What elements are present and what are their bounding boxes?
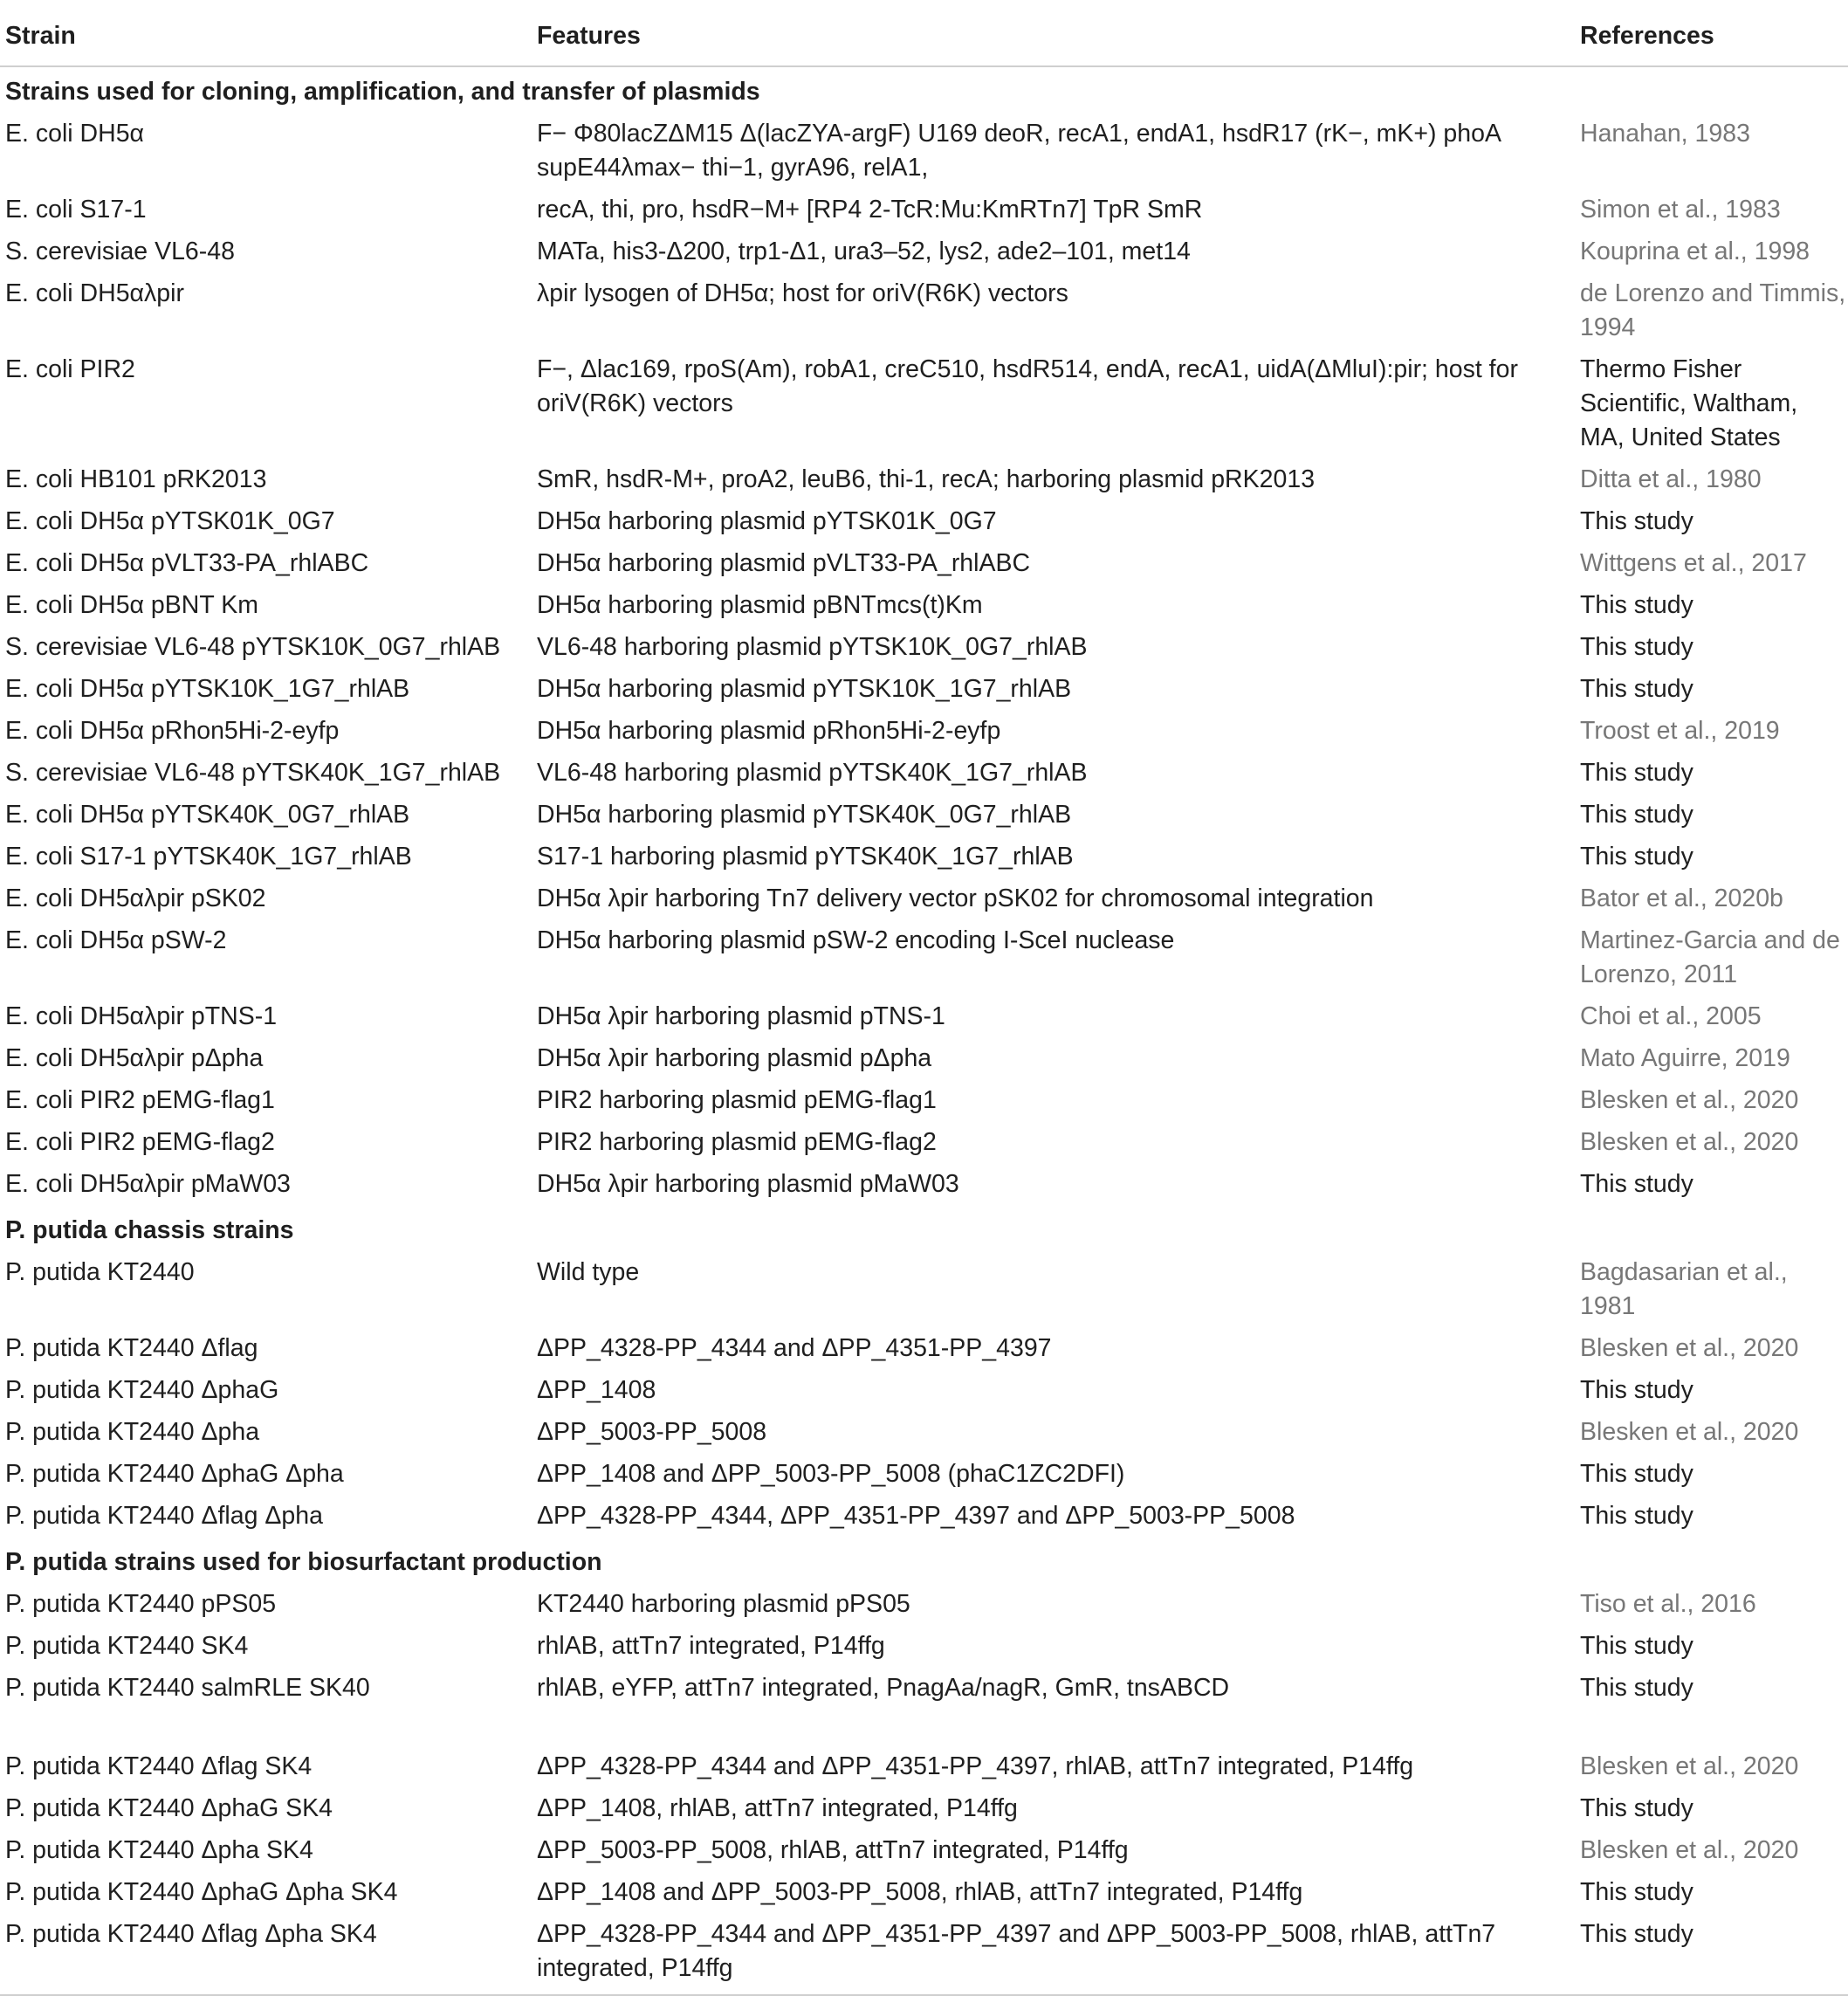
strain-cell: P. putida KT2440 Δpha SK4 xyxy=(5,1836,313,1864)
strain-cell: E. coli PIR2 pEMG-flag2 xyxy=(5,1128,275,1156)
table-row xyxy=(0,189,1848,231)
table-row xyxy=(0,627,1848,669)
strain-cell: P. putida KT2440 Δpha xyxy=(5,1418,260,1446)
features-cell: ΔPP_1408 and ΔPP_5003-PP_5008 (phaC1ZC2DFI) xyxy=(537,1460,1125,1488)
table-row xyxy=(0,459,1848,501)
reference-cell: Bator et al., 2020b xyxy=(1580,884,1783,912)
features-cell: ΔPP_5003-PP_5008 xyxy=(537,1418,767,1446)
reference-cell: This study xyxy=(1580,843,1693,871)
strain-cell: E. coli DH5αλpir pTNS-1 xyxy=(5,1002,278,1030)
strain-cell: P. putida KT2440 pPS05 xyxy=(5,1590,277,1618)
strain-cell: P. putida KT2440 ΔphaG Δpha xyxy=(5,1460,344,1488)
strain-cell: P. putida KT2440 xyxy=(5,1258,195,1286)
reference-cell: This study xyxy=(1580,591,1693,619)
features-cell: DH5α harboring plasmid pYTSK01K_0G7 xyxy=(537,507,997,535)
features-cell: S17-1 harboring plasmid pYTSK40K_1G7_rhlAB xyxy=(537,843,1074,871)
table-row xyxy=(0,1454,1848,1496)
reference-cell: Ditta et al., 1980 xyxy=(1580,465,1762,493)
strain-cell: P. putida KT2440 Δflag Δpha xyxy=(5,1502,323,1530)
reference-cell: Wittgens et al., 2017 xyxy=(1580,549,1807,577)
spacer-row xyxy=(0,1710,1848,1746)
header-references: References xyxy=(1580,9,1848,66)
table-row xyxy=(0,1872,1848,1914)
reference-cell: Tiso et al., 2016 xyxy=(1580,1590,1756,1618)
section-title: P. putida strains used for biosurfactant production xyxy=(5,1548,602,1576)
features-cell: DH5α harboring plasmid pSW-2 encoding I-SceI nuclease xyxy=(537,926,1175,954)
strain-cell: E. coli DH5α pRhon5Hi-2-eyfp xyxy=(5,717,340,745)
strain-cell: P. putida KT2440 Δflag SK4 xyxy=(5,1752,313,1780)
features-cell: DH5α harboring plasmid pRhon5Hi-2-eyfp xyxy=(537,717,1001,745)
table-row xyxy=(0,114,1848,189)
strain-cell: P. putida KT2440 salmRLE SK40 xyxy=(5,1674,370,1702)
strain-cell: E. coli DH5α pYTSK01K_0G7 xyxy=(5,507,335,535)
reference-cell: This study xyxy=(1580,1632,1693,1660)
strain-cell: S. cerevisiae VL6-48 pYTSK10K_0G7_rhlAB xyxy=(5,633,501,661)
strain-cell: P. putida KT2440 ΔphaG Δpha SK4 xyxy=(5,1878,398,1906)
table-row xyxy=(0,1370,1848,1412)
table-row xyxy=(0,349,1848,459)
header-row xyxy=(0,9,1848,66)
strain-cell: E. coli DH5α pYTSK40K_0G7_rhlAB xyxy=(5,801,410,829)
reference-cell: This study xyxy=(1580,1914,1848,1995)
strain-cell: E. coli S17-1 pYTSK40K_1G7_rhlAB xyxy=(5,843,412,871)
header-features: Features xyxy=(537,9,1580,66)
strain-cell: E. coli PIR2 pEMG-flag1 xyxy=(5,1086,275,1114)
features-cell: DH5α harboring plasmid pYTSK40K_0G7_rhlAB xyxy=(537,801,1072,829)
table-row xyxy=(0,711,1848,753)
strain-cell: S. cerevisiae VL6-48 pYTSK40K_1G7_rhlAB xyxy=(5,759,501,787)
strain-cell: E. coli DH5α xyxy=(5,120,145,148)
reference-cell: This study xyxy=(1580,759,1693,787)
reference-cell: This study xyxy=(1580,1376,1693,1404)
table-body xyxy=(0,66,1848,1995)
features-cell: DH5α harboring plasmid pYTSK10K_1G7_rhlAB xyxy=(537,675,1072,703)
table-row xyxy=(0,795,1848,836)
table-row xyxy=(0,585,1848,627)
features-cell: ΔPP_5003-PP_5008, rhlAB, attTn7 integrated, P14ffg xyxy=(537,1836,1129,1864)
table-row xyxy=(0,753,1848,795)
features-cell: VL6-48 harboring plasmid pYTSK10K_0G7_rhlAB xyxy=(537,633,1088,661)
spacer-cell xyxy=(0,1710,1848,1746)
reference-cell: Kouprina et al., 1998 xyxy=(1580,237,1810,265)
reference-cell: This study xyxy=(1580,1502,1693,1530)
features-cell: PIR2 harboring plasmid pEMG-flag2 xyxy=(537,1128,937,1156)
features-cell: SmR, hsdR-M+, proA2, leuB6, thi-1, recA; harboring plasmid pRK2013 xyxy=(537,465,1316,493)
table-row xyxy=(0,1584,1848,1626)
table-row xyxy=(0,1122,1848,1164)
table-row xyxy=(0,1038,1848,1080)
features-cell: VL6-48 harboring plasmid pYTSK40K_1G7_rhlAB xyxy=(537,759,1088,787)
table-row xyxy=(0,669,1848,711)
reference-cell: Blesken et al., 2020 xyxy=(1580,1334,1799,1362)
features-cell: ΔPP_4328-PP_4344 and ΔPP_4351-PP_4397 xyxy=(537,1334,1052,1362)
strain-cell: E. coli S17-1 xyxy=(5,196,147,224)
reference-cell: Martinez-Garcia and de Lorenzo, 2011 xyxy=(1580,926,1840,988)
reference-cell: Blesken et al., 2020 xyxy=(1580,1752,1799,1780)
features-cell: recA, thi, pro, hsdR−M+ [RP4 2-TcR:Mu:KmRTn7] TpR SmR xyxy=(537,196,1203,224)
reference-cell: This study xyxy=(1580,1460,1693,1488)
table-row xyxy=(0,1830,1848,1872)
table-row xyxy=(0,1080,1848,1122)
reference-cell: Simon et al., 1983 xyxy=(1580,196,1781,224)
strain-cell: E. coli HB101 pRK2013 xyxy=(5,465,267,493)
strain-cell: P. putida KT2440 ΔphaG xyxy=(5,1376,279,1404)
strain-cell: E. coli DH5αλpir pSK02 xyxy=(5,884,266,912)
strain-cell: P. putida KT2440 Δflag Δpha SK4 xyxy=(0,1914,537,1995)
strain-cell: E. coli DH5α pYTSK10K_1G7_rhlAB xyxy=(5,675,410,703)
strain-cell: E. coli DH5αλpir xyxy=(5,279,184,307)
strain-cell: E. coli DH5α pSW-2 xyxy=(5,926,227,954)
reference-cell: Blesken et al., 2020 xyxy=(1580,1128,1799,1156)
reference-cell: de Lorenzo and Timmis, 1994 xyxy=(1580,279,1846,341)
features-cell: λpir lysogen of DH5α; host for oriV(R6K) vectors xyxy=(537,279,1068,307)
reference-cell: This study xyxy=(1580,675,1693,703)
strain-cell: E. coli DH5α pBNT Km xyxy=(5,591,258,619)
strain-cell: E. coli DH5α pVLT33-PA_rhlABC xyxy=(5,549,369,577)
table-row xyxy=(0,878,1848,920)
features-cell: ΔPP_1408, rhlAB, attTn7 integrated, P14ffg xyxy=(537,1794,1018,1822)
strain-cell: P. putida KT2440 Δflag xyxy=(5,1334,258,1362)
features-cell: rhlAB, eYFP, attTn7 integrated, PnagAa/nagR, GmR, tnsABCD xyxy=(537,1674,1230,1702)
reference-cell: Choi et al., 2005 xyxy=(1580,1002,1762,1030)
section-row xyxy=(0,1206,1848,1252)
features-cell: rhlAB, attTn7 integrated, P14ffg xyxy=(537,1632,885,1660)
features-cell: DH5α λpir harboring plasmid pMaW03 xyxy=(537,1170,959,1198)
table-row xyxy=(0,1668,1848,1710)
features-cell: F−, Δlac169, rpoS(Am), robA1, creC510, hsdR514, endA, recA1, uidA(ΔMluI):pir; host for oriV(R6K) vectors xyxy=(537,355,1518,417)
reference-cell: This study xyxy=(1580,801,1693,829)
reference-cell: This study xyxy=(1580,1674,1693,1702)
strain-cell: E. coli PIR2 xyxy=(5,355,135,383)
table-row xyxy=(0,1626,1848,1668)
features-cell: F− Φ80lacZΔM15 Δ(lacZYA-argF) U169 deoR, recA1, endA1, hsdR17 (rK−, mK+) phoA supE44λmax− thi−1, gyrA96, relA1, xyxy=(537,120,1501,182)
reference-cell: This study xyxy=(1580,1170,1693,1198)
table-row xyxy=(0,1252,1848,1328)
reference-cell: Thermo Fisher Scientific, Waltham, MA, United States xyxy=(1580,355,1798,451)
table-row xyxy=(0,501,1848,543)
features-cell: DH5α λpir harboring plasmid pΔpha xyxy=(537,1044,932,1072)
section-title: Strains used for cloning, amplification, and transfer of plasmids xyxy=(5,78,760,106)
features-cell: PIR2 harboring plasmid pEMG-flag1 xyxy=(537,1086,937,1114)
features-cell: ΔPP_4328-PP_4344, ΔPP_4351-PP_4397 and ΔPP_5003-PP_5008 xyxy=(537,1502,1295,1530)
table-row xyxy=(0,836,1848,878)
features-cell: ΔPP_4328-PP_4344 and ΔPP_4351-PP_4397 and ΔPP_5003-PP_5008, rhlAB, attTn7 integrated, P14ffg xyxy=(537,1914,1580,1995)
features-cell: Wild type xyxy=(537,1258,640,1286)
strain-cell: P. putida KT2440 SK4 xyxy=(5,1632,249,1660)
strain-cell: E. coli DH5αλpir pMaW03 xyxy=(5,1170,291,1198)
reference-cell: Blesken et al., 2020 xyxy=(1580,1836,1799,1864)
features-cell: ΔPP_4328-PP_4344 and ΔPP_4351-PP_4397, rhlAB, attTn7 integrated, P14ffg xyxy=(537,1752,1414,1780)
reference-cell: This study xyxy=(1580,1794,1693,1822)
table-row xyxy=(0,1496,1848,1538)
strain-table-container xyxy=(0,9,1848,1996)
reference-cell: Blesken et al., 2020 xyxy=(1580,1086,1799,1114)
reference-cell: This study xyxy=(1580,507,1693,535)
table-row xyxy=(0,1914,1848,1995)
reference-cell: Mato Aguirre, 2019 xyxy=(1580,1044,1790,1072)
strain-cell: E. coli DH5αλpir pΔpha xyxy=(5,1044,264,1072)
table-row xyxy=(0,920,1848,996)
features-cell: ΔPP_1408 xyxy=(537,1376,656,1404)
section-title: P. putida chassis strains xyxy=(5,1216,294,1244)
table-row xyxy=(0,1788,1848,1830)
reference-cell: Troost et al., 2019 xyxy=(1580,717,1780,745)
strain-cell: P. putida KT2440 ΔphaG SK4 xyxy=(5,1794,333,1822)
section-row xyxy=(0,1538,1848,1584)
reference-cell: Hanahan, 1983 xyxy=(1580,120,1750,148)
table-row xyxy=(0,543,1848,585)
table-row xyxy=(0,1164,1848,1206)
section-row xyxy=(0,66,1848,114)
table-row xyxy=(0,1412,1848,1454)
features-cell: MATa, his3-Δ200, trp1-Δ1, ura3–52, lys2, ade2–101, met14 xyxy=(537,237,1191,265)
features-cell: DH5α λpir harboring plasmid pTNS-1 xyxy=(537,1002,945,1030)
reference-cell: Blesken et al., 2020 xyxy=(1580,1418,1799,1446)
strain-table xyxy=(0,9,1848,1996)
reference-cell: This study xyxy=(1580,1878,1693,1906)
features-cell: ΔPP_1408 and ΔPP_5003-PP_5008, rhlAB, attTn7 integrated, P14ffg xyxy=(537,1878,1303,1906)
table-header xyxy=(0,9,1848,66)
table-row xyxy=(0,1746,1848,1788)
strain-cell: S. cerevisiae VL6-48 xyxy=(5,237,235,265)
features-cell: DH5α harboring plasmid pBNTmcs(t)Km xyxy=(537,591,983,619)
reference-cell: Bagdasarian et al., 1981 xyxy=(1580,1258,1788,1320)
features-cell: KT2440 harboring plasmid pPS05 xyxy=(537,1590,910,1618)
table-row xyxy=(0,996,1848,1038)
table-row xyxy=(0,1328,1848,1370)
reference-cell: This study xyxy=(1580,633,1693,661)
table-row xyxy=(0,231,1848,273)
header-strain: Strain xyxy=(0,9,537,66)
features-cell: DH5α harboring plasmid pVLT33-PA_rhlABC xyxy=(537,549,1031,577)
table-row xyxy=(0,273,1848,349)
features-cell: DH5α λpir harboring Tn7 delivery vector pSK02 for chromosomal integration xyxy=(537,884,1374,912)
